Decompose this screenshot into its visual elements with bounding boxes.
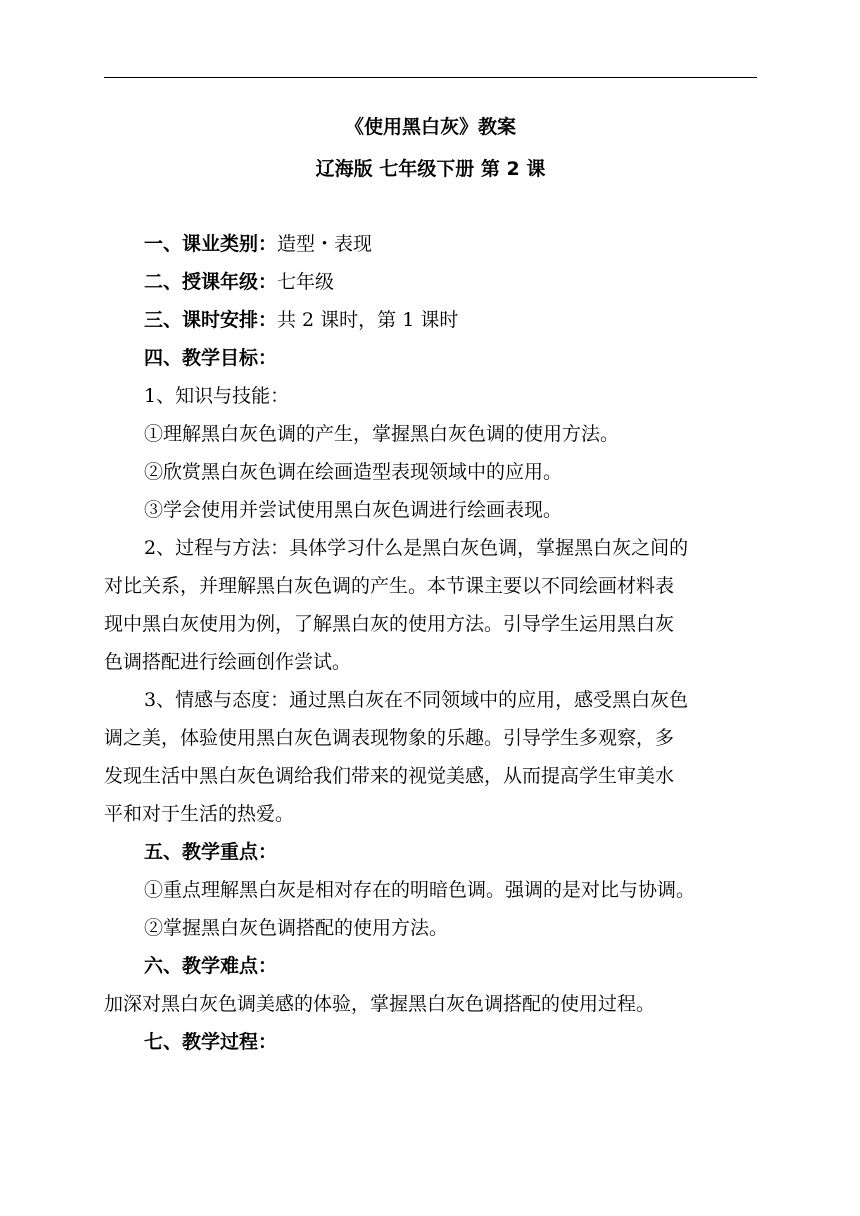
section-value: 共 2 课时，第 1 课时 — [277, 309, 459, 331]
section-value: 七年级 — [277, 271, 335, 293]
difficulty-text: 加深对黑白灰色调美感的体验，掌握黑白灰色调搭配的使用过程。 — [104, 993, 656, 1015]
objective-1-item: ②欣赏黑白灰色调在绘画造型表现领域中的应用。 — [144, 461, 563, 483]
section-heading: 六、教学难点： — [144, 955, 278, 977]
header-rule — [104, 77, 757, 78]
key-point-item: ②掌握黑白灰色调搭配的使用方法。 — [144, 917, 449, 939]
objective-1-title: 1、知识与技能： — [144, 385, 290, 407]
section-key-points — [104, 833, 757, 871]
section-value: 造型・表现 — [277, 233, 373, 255]
key-point-item: ①重点理解黑白灰是相对存在的明暗色调。强调的是对比与协调。 — [144, 879, 696, 901]
section-process — [104, 1023, 757, 1061]
section-heading: 七、教学过程： — [144, 1031, 278, 1053]
objective-2-line: 2、过程与方法：具体学习什么是黑白灰色调，掌握黑白灰之间的 — [144, 537, 689, 559]
section-heading: 五、教学重点： — [144, 841, 278, 863]
section-heading: 三、课时安排： — [144, 309, 278, 331]
objective-2-line: 色调搭配进行绘画创作尝试。 — [104, 651, 352, 673]
objective-3-line: 调之美，体验使用黑白灰色调表现物象的乐趣。引导学生多观察，多 — [104, 727, 675, 749]
section-course-type — [104, 225, 757, 263]
objective-3-line: 平和对于生活的热爱。 — [104, 803, 295, 825]
document-subtitle: 辽海版 七年级下册 第 2 课 — [315, 158, 546, 180]
objective-3-line: 3、情感与态度：通过黑白灰在不同领域中的应用，感受黑白灰色 — [144, 689, 689, 711]
section-difficulties — [104, 947, 757, 985]
objective-2-line: 现中黑白灰使用为例，了解黑白灰的使用方法。引导学生运用黑白灰 — [104, 613, 675, 635]
objective-2-line: 对比关系，并理解黑白灰色调的产生。本节课主要以不同绘画材料表 — [104, 575, 675, 597]
section-heading: 二、授课年级： — [144, 271, 278, 293]
objective-3-line: 发现生活中黑白灰色调给我们带来的视觉美感，从而提高学生审美水 — [104, 765, 675, 787]
section-objectives — [104, 339, 757, 377]
objective-1-item: ①理解黑白灰色调的产生，掌握黑白灰色调的使用方法。 — [144, 423, 620, 445]
objective-1-item: ③学会使用并尝试使用黑白灰色调进行绘画表现。 — [144, 499, 563, 521]
section-heading: 四、教学目标： — [144, 347, 278, 369]
document-title: 《使用黑白灰》教案 — [344, 116, 516, 138]
section-grade — [104, 263, 757, 301]
section-schedule — [104, 301, 757, 339]
section-heading: 一、课业类别： — [144, 233, 278, 255]
document-body — [104, 225, 757, 1061]
